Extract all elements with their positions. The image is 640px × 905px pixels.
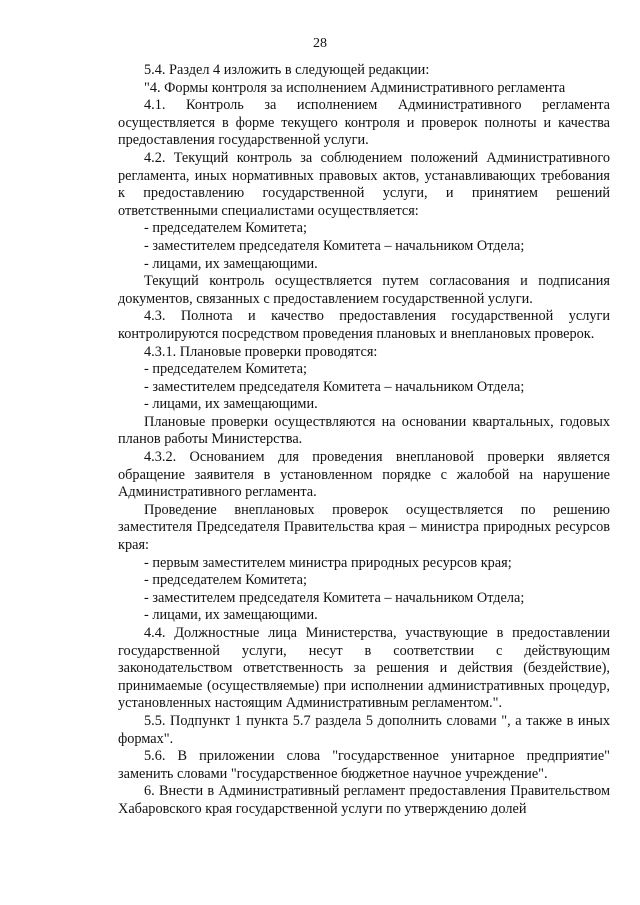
- list-item: - заместителем председателя Комитета – начальником Отдела;: [144, 589, 525, 606]
- paragraph: 4.1. Контроль за исполнением Административного регламента осуществляется в форме текущего контроля и проверок полноты и качества предоставления государственной услуги.: [118, 97, 610, 149]
- list-item: - председателем Комитета;: [144, 361, 307, 378]
- list-item: - первым заместителем министра природных ресурсов края;: [144, 554, 512, 571]
- list-item: - лицами, их замещающими.: [144, 396, 318, 413]
- list-item: - председателем Комитета;: [144, 220, 307, 237]
- paragraph: 4.2. Текущий контроль за соблюдением положений Административного регламента, иных нормативных правовых актов, устанавливающих требования к предоставлению государственной услуги, и принятием решений ответственными специалистами осуществляется:: [118, 149, 610, 219]
- paragraph: 4.3.1. Плановые проверки проводятся:: [144, 343, 378, 360]
- section-heading: "4. Формы контроля за исполнением Административного регламента: [144, 79, 566, 96]
- paragraph: Плановые проверки осуществляются на основании квартальных, годовых планов работы Министерства.: [118, 413, 610, 448]
- paragraph: Текущий контроль осуществляется путем согласования и подписания документов, связанных с предоставлением государственной услуги.: [118, 273, 610, 307]
- list-item: - заместителем председателя Комитета – начальником Отдела;: [144, 237, 525, 254]
- paragraph: 4.4. Должностные лица Министерства, участвующие в предоставлении государственной услуги, несут в соответствии с действующим законодательством ответственность за решения и действия (бездействие), принимаемые (осуществляемые) при исполнении административных процедур, установленных настоящим Административным регламентом.".: [118, 625, 610, 712]
- page-number: 28: [313, 36, 327, 51]
- document-body: [118, 62, 610, 819]
- paragraph: 5.6. В приложении слова "государственное унитарное предприятие" заменить словами "государственное бюджетное научное учреждение".: [118, 748, 610, 782]
- paragraph: 4.3. Полнота и качество предоставления государственной услуги контролируются посредством проведения плановых и внеплановых проверок.: [118, 308, 610, 342]
- paragraph: Проведение внеплановых проверок осуществляется по решению заместителя Председателя Правительства края – министра природных ресурсов края:: [118, 501, 610, 554]
- list-item: - заместителем председателя Комитета – начальником Отдела;: [144, 378, 525, 395]
- list-item: - лицами, их замещающими.: [144, 607, 318, 624]
- list-item: - лицами, их замещающими.: [144, 255, 318, 272]
- list-item: - председателем Комитета;: [144, 572, 307, 589]
- paragraph: 5.4. Раздел 4 изложить в следующей редакции:: [144, 62, 430, 78]
- paragraph: 5.5. Подпункт 1 пункта 5.7 раздела 5 дополнить словами ", а также в иных формах".: [118, 712, 610, 747]
- paragraph: 6. Внести в Административный регламент предоставления Правительством Хабаровского края государственной услуги по утверждению долей: [118, 783, 610, 817]
- paragraph: 4.3.2. Основанием для проведения внеплановой проверки является обращение заявителя в установленном порядке с жалобой на нарушение Административного регламента.: [118, 449, 610, 501]
